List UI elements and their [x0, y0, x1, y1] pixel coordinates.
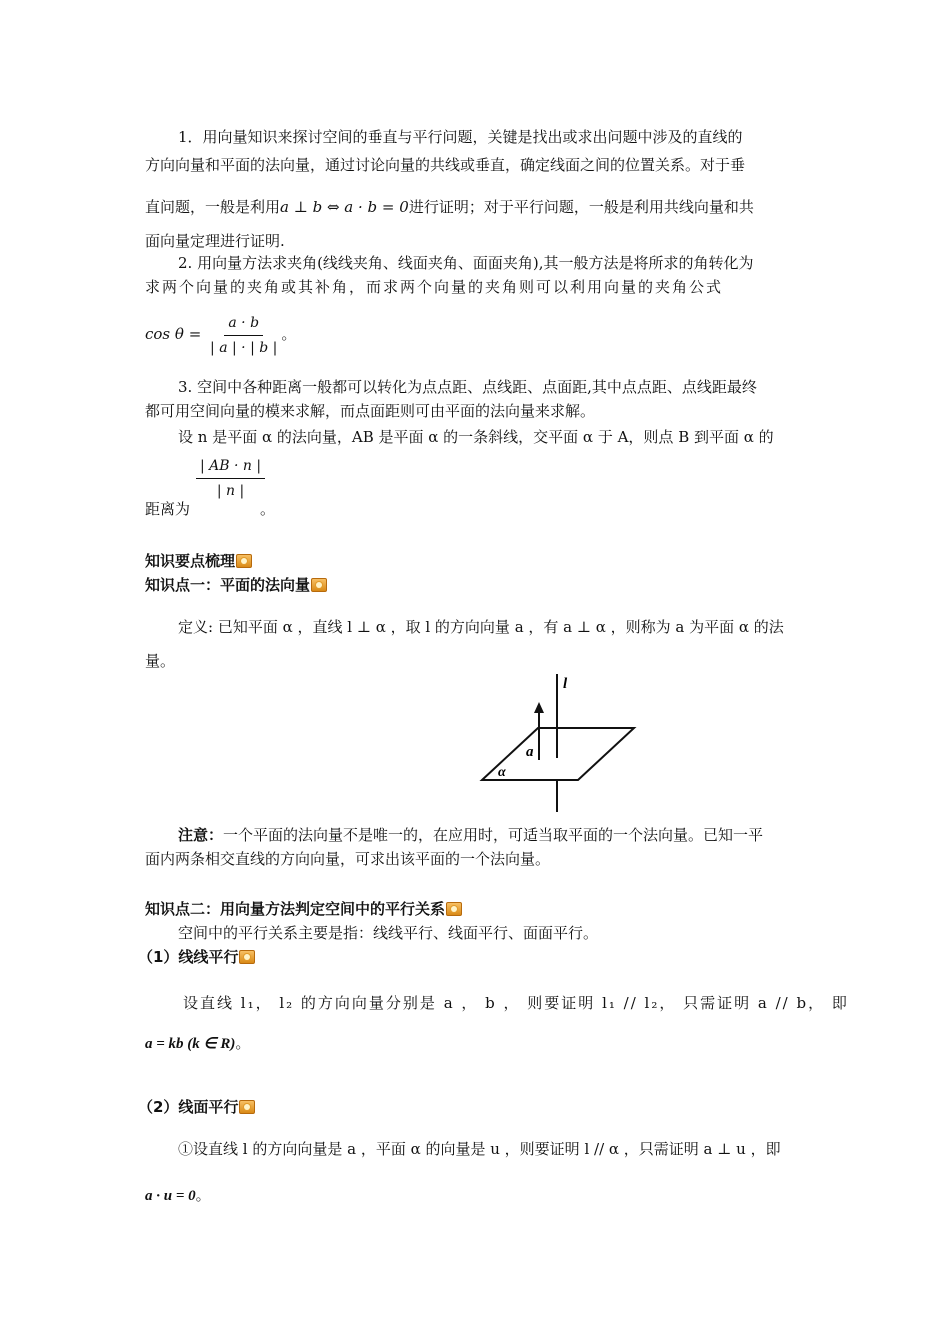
dist-numerator: | AB · n |: [196, 456, 265, 479]
note-icon[interactable]: [311, 578, 327, 592]
lp-end: 。: [195, 1186, 211, 1204]
note-line1-text: 一个平面的法向量不是唯一的，在应用时，可适当取平面的一个法向量。已知一平: [223, 826, 764, 844]
cos-formula: [145, 312, 805, 358]
label-alpha: α: [498, 765, 506, 780]
vector-a-arrowhead: [534, 702, 544, 713]
note-icon[interactable]: [239, 1100, 255, 1114]
normal-vector-figure: [470, 668, 650, 818]
ll-line1: 设直线 l₁， l₂ 的方向向量分别是 a ， b ， 则要证明 l₁ // l₂， 只需证明 a // b， 即: [183, 994, 849, 1012]
sub2-heading: [138, 1096, 255, 1118]
label-a: a: [526, 744, 534, 760]
p3-line1: 3. 空间中各种距离一般都可以转化为点点距、点线距、点面距,其中点点距、点线距最终: [178, 378, 757, 396]
p3-line2: 都可用空间向量的模来求解，而点面距则可由平面的法向量来求解。: [145, 402, 596, 420]
point2-heading: [145, 898, 462, 920]
sub2-heading-text: （2）线面平行: [138, 1098, 239, 1116]
sub1-heading: [138, 946, 255, 968]
note-line2: 面内两条相交直线的方向向量，可求出该平面的一个法向量。: [145, 850, 551, 868]
p1-line4: 面向量定理进行证明.: [145, 232, 285, 250]
label-l: l: [563, 676, 568, 692]
lp-line2: [145, 1180, 805, 1211]
p1-line3-pre: 直问题，一般是利用: [145, 198, 281, 216]
p4-line1: 设 n 是平面 α 的法向量，AB 是平面 α 的一条斜线，交平面 α 于 A，则点 B 到平面 α 的: [178, 428, 774, 446]
sub1-heading-text: （1）线线平行: [138, 948, 239, 966]
p1-line3-post: 进行证明；对于平行问题，一般是利用共线向量和共: [408, 198, 754, 216]
ll-end: 。: [235, 1034, 251, 1052]
p1-line3: [145, 192, 805, 222]
point1-heading-text: 知识点一：平面的法向量: [145, 576, 311, 594]
lp-formula: a · u = 0: [145, 1188, 196, 1204]
p1-line1: 1．用向量知识来探讨空间的垂直与平行问题，关键是找出或求出问题中涉及的直线的: [178, 128, 743, 146]
point1-heading: [145, 574, 327, 596]
note-icon[interactable]: [236, 554, 252, 568]
cos-end: 。: [281, 325, 297, 343]
cos-fraction: [206, 313, 281, 358]
dist-denominator: | n |: [216, 483, 245, 499]
p2-line1: 2. 用向量方法求夹角(线线夹角、线面夹角、面面夹角),其一般方法是将所求的角转化为: [178, 254, 754, 272]
perp-formula: a ⊥ b ⇔ a · b = 0: [280, 198, 409, 216]
lp-line1: ①设直线 l 的方向向量是 a ，平面 α 的向量是 u ，则要证明 l // α ，只需证明 a ⊥ u ，即: [178, 1140, 781, 1158]
point2-intro: 空间中的平行关系主要是指：线线平行、线面平行、面面平行。: [178, 924, 599, 942]
cos-denominator: | a | · | b |: [210, 339, 278, 356]
p1-line2: 方向向量和平面的法向量，通过讨论向量的共线或垂直，确定线面之间的位置关系。对于垂: [145, 156, 746, 174]
main-heading: [145, 550, 252, 572]
note-icon[interactable]: [446, 902, 462, 916]
p2-line2: 求两个向量的夹角或其补角，而求两个向量的夹角则可以利用向量的夹角公式: [145, 278, 724, 296]
ll-line2: [145, 1028, 805, 1059]
ll-formula: a = kb (k ∈ R): [145, 1036, 236, 1052]
point2-heading-text: 知识点二：用向量方法判定空间中的平行关系: [145, 900, 446, 918]
note-bold: 注意：: [178, 826, 224, 844]
note-icon[interactable]: [239, 950, 255, 964]
def-line2: 量。: [145, 652, 176, 670]
main-heading-text: 知识要点梳理: [145, 552, 236, 570]
def-line1: 定义: 已知平面 α ，直线 l ⊥ α ，取 l 的方向向量 a ，有 a ⊥ α ，则称为 a 为平面 α 的法: [178, 618, 784, 636]
cos-label: cos θ =: [145, 325, 202, 343]
cos-numerator: a · b: [224, 313, 263, 336]
dist-label: 距离为: [145, 500, 191, 518]
dist-end: 。: [260, 500, 276, 518]
